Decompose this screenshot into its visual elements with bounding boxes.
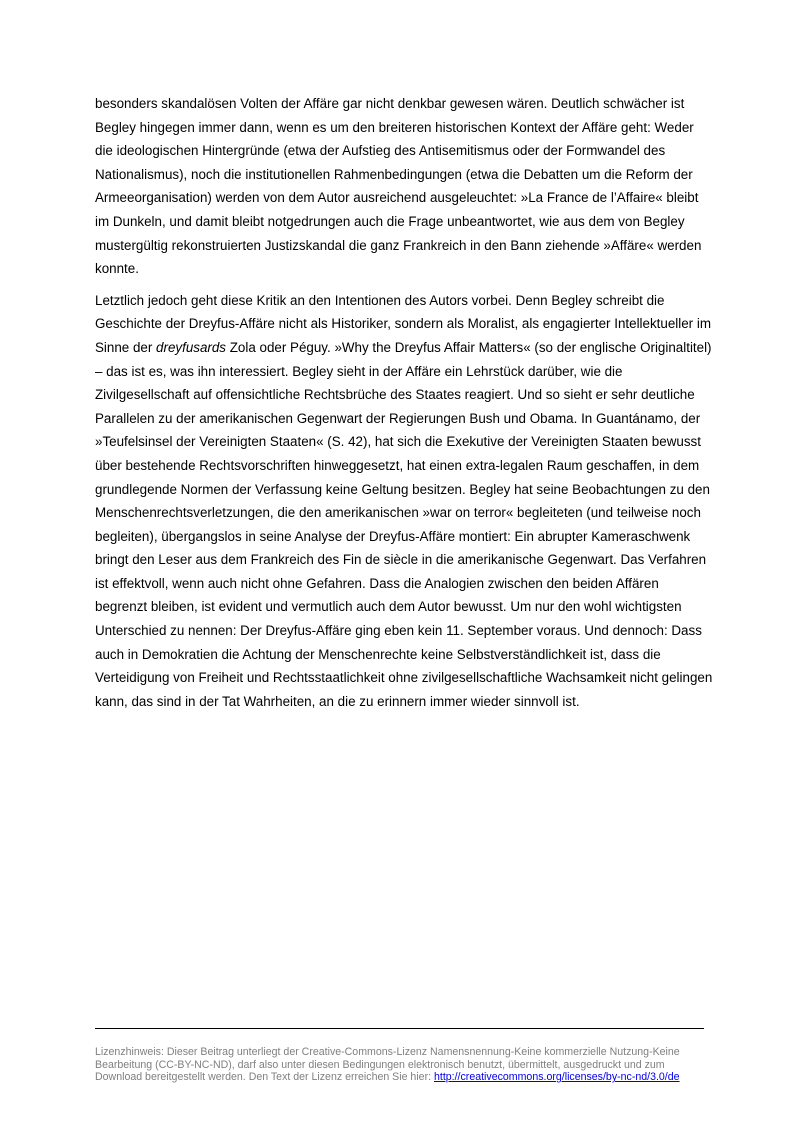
paragraph-text-start: Letztlich jedoch geht diese Kritik an den Intentionen des Autors vorbei. Denn Begley schreibt die Geschichte der Dreyfus-Affäre nicht als Historiker, sondern als Moralist, als engagierter Intellektueller im Sinne der — [95, 292, 711, 355]
paragraph-text-end: Zola oder Péguy. »Why the Dreyfus Affair Matters« (so der englische Originaltitel) – das ist es, was ihn interessiert. Begley sieht in der Affäre ein Lehrstück darüber, wie die Zivilgesellschaft auf offensichtliche Rechtsbrüche des Staates reagiert. Und so sieht er sehr deutliche Parallelen zu der amerikanischen Gegenwart der Regierungen Bush und Obama. In Guantánamo, der »Teufelsinsel der Vereinigten Staaten« (S. 42), hat sich die Exekutive der Vereinigten Staaten bewusst über bestehende Rechtsvorschriften hinweggesetzt, hat einen extra-legalen Raum geschaffen, in dem grundlegende Normen der Verfassung keine Geltung besitzen. Begley hat seine Beobachtungen zu den Menschenrechtsverletzungen, die den amerikanischen »war on terror« begleiteten (und teilweise noch begleiten), übergangslos in seine Analyse der Dreyfus-Affäre montiert: Ein abrupter Kameraschwenk bringt den Leser aus dem Frankreich des Fin de siècle in die amerikanische Gegenwart. Das Verfahren ist effektvoll, wenn auch nicht ohne Gefahren. Dass die Analogien zwischen den beiden Affären begrenzt bleiben, ist evident und vermutlich auch dem Autor bewusst. Um nur den wohl wichtigsten Unterschied zu nennen: Der Dreyfus-Affäre ging eben kein 11. September voraus. Und dennoch: Dass auch in Demokratien die Achtung der Menschenrechte keine Selbstverständlichkeit ist, dass die Verteidigung von Freiheit und Rechtsstaatlichkeit ohne zivilgesellschaftliche Wachsamkeit nicht gelingen kann, das sind in der Tat Wahrheiten, an die zu erinnern immer wieder sinnvoll ist. — [95, 339, 713, 709]
article-body — [95, 92, 713, 721]
paragraph-context-critique — [95, 92, 713, 281]
footer-divider — [95, 1028, 704, 1029]
paragraph-moralist-perspective — [95, 289, 713, 714]
license-notice — [95, 1046, 705, 1084]
license-link[interactable]: http://creativecommons.org/licenses/by-nc-nd/3.0/de — [434, 1071, 680, 1084]
italic-term-dreyfusards: dreyfusards — [156, 339, 227, 355]
license-text: Lizenzhinweis: Dieser Beitrag unterliegt der Creative-Commons-Lizenz Namensnennung-Keine kommerzielle Nutzung-Keine Bearbeitung (CC-BY-NC-ND), darf also unter diesen Bedingungen elektronisch benutzt, übermittelt, ausgedruckt und zum Download bereitgestellt werden. Den Text der Lizenz erreichen Sie hier: — [95, 1046, 680, 1084]
paragraph-text: besonders skandalösen Volten der Affäre gar nicht denkbar gewesen wären. Deutlich schwächer ist Begley hingegen immer dann, wenn es um den breiteren historischen Kontext der Affäre geht: Weder die ideologischen Hintergründe (etwa der Aufstieg des Antisemitismus oder der Formwandel des Nationalismus), noch die institutionellen Rahmenbedingungen (etwa die Debatten um die Reform der Armeeorganisation) werden von dem Autor ausreichend ausgeleuchtet: »La France de l’Affaire« bleibt im Dunkeln, und damit bleibt notgedrungen auch die Frage unbeantwortet, wie aus dem von Begley mustergültig rekonstruierten Justizskandal die ganz Frankreich in den Bann ziehende »Affäre« werden konnte. — [95, 96, 702, 277]
